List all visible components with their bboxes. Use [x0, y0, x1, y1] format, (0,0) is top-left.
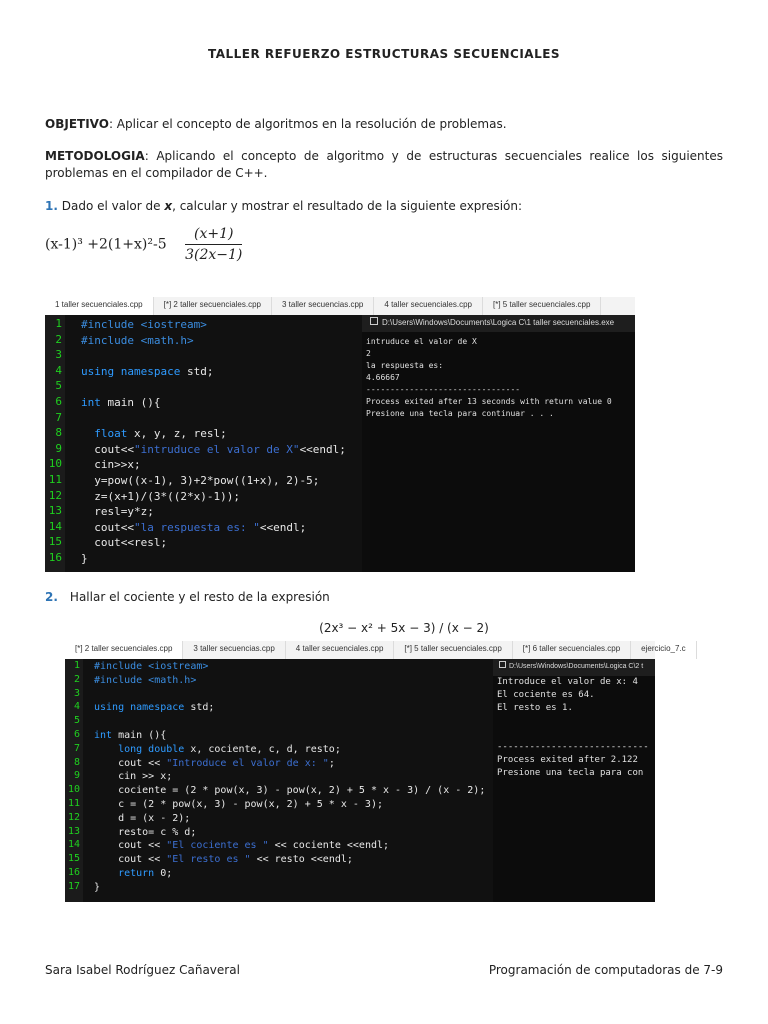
code-token: <<endl; — [299, 442, 346, 456]
line-number: 2 — [55, 332, 62, 346]
code-token: main (){ — [118, 730, 167, 741]
code-token: c = (2 * pow(x, 3) - pow(x, 2) + 5 * x - 3); — [94, 799, 383, 810]
console-window-icon — [370, 317, 378, 325]
code-token: cout << — [94, 757, 167, 769]
console-title: D:\Users\Windows\Documents\Logica C\2 t — [509, 663, 644, 670]
fraction-denominator: 3(2x−1) — [185, 247, 243, 263]
line-number: 7 — [73, 742, 80, 754]
code-line — [94, 812, 493, 826]
code-token: using namespace — [81, 364, 187, 378]
code-line — [94, 784, 493, 798]
console-line: 4.66667 — [366, 373, 400, 382]
line-number: 12 — [48, 488, 62, 502]
code-token: cout<<resl; — [81, 536, 168, 550]
fraction-numerator: (x+1) — [185, 226, 242, 245]
screenshot-ide-1 — [45, 297, 635, 572]
code-line — [94, 826, 493, 840]
screenshot-ide-2 — [65, 641, 686, 902]
methodology-label: METODOLOGIA — [45, 149, 145, 163]
objective-label: OBJETIVO — [45, 117, 109, 131]
line-number: 3 — [73, 687, 80, 699]
line-number: 15 — [48, 535, 62, 549]
line-number: 8 — [73, 756, 80, 768]
ide-tab[interactable]: 3 taller secuencias.cpp — [272, 297, 374, 315]
footer-author: Sara Isabel Rodríguez Cañaveral — [45, 963, 240, 977]
code-token: resl=y*z; — [81, 505, 154, 519]
code-token: int — [94, 730, 119, 741]
line-number-gutter — [65, 659, 83, 902]
console-line: 2 — [366, 349, 371, 358]
code-line — [81, 551, 362, 567]
code-token: "la respuesta es: " — [133, 520, 260, 534]
code-line — [81, 442, 362, 458]
line-number: 13 — [48, 504, 62, 518]
problem-1-number: 1. — [45, 199, 58, 213]
code-token: #include <math.h> — [94, 674, 197, 686]
ide-tab[interactable]: [*] 5 taller secuenciales.cpp — [394, 641, 512, 659]
line-number: 8 — [55, 426, 62, 440]
console-window — [362, 315, 635, 572]
line-number: 15 — [67, 853, 80, 865]
code-line — [81, 395, 362, 411]
line-number: 16 — [67, 867, 80, 878]
code-token: #include <iostream> — [81, 318, 207, 331]
code-token: "Introduce el valor de x: " — [166, 757, 329, 769]
code-token: << resto <<endl; — [250, 854, 353, 866]
code-line — [81, 333, 362, 349]
code-token: main (){ — [107, 396, 161, 409]
line-number: 9 — [55, 441, 62, 455]
console-title-bar — [362, 315, 635, 332]
console-line: Process exited after 13 seconds with return value 0 — [366, 397, 612, 406]
console-line: Process exited after 2.122 — [497, 755, 638, 765]
line-number: 10 — [48, 457, 62, 471]
code-line — [81, 317, 362, 333]
line-number: 12 — [67, 811, 80, 823]
code-line — [94, 853, 493, 867]
code-token: } — [81, 552, 88, 565]
code-line — [94, 660, 493, 674]
code-line — [94, 674, 493, 688]
ide-tab[interactable]: [*] 5 taller secuenciales.cpp — [483, 297, 601, 315]
console-line: Introduce el valor de x: 4 — [497, 677, 638, 687]
ide-tab[interactable]: [*] 6 taller secuenciales.cpp — [513, 641, 631, 659]
console-line: ---------------------------- — [497, 742, 649, 752]
problem-2-number: 2. — [45, 590, 58, 604]
code-token: d = (x - 2); — [94, 812, 191, 824]
code-line — [81, 535, 362, 551]
line-number: 1 — [73, 660, 80, 671]
methodology-paragraph — [45, 148, 723, 182]
problem-2-statement — [45, 589, 723, 606]
code-token: std; — [190, 702, 215, 714]
code-editor — [65, 659, 493, 902]
code-token: << cociente <<endl; — [268, 840, 390, 852]
line-number: 5 — [55, 379, 62, 393]
line-number: 4 — [55, 363, 62, 377]
code-token: 0; — [160, 868, 173, 879]
problem-1-fraction — [185, 226, 242, 263]
code-line — [94, 770, 493, 784]
line-number: 13 — [67, 825, 80, 837]
code-line — [81, 504, 362, 520]
line-number: 2 — [73, 673, 80, 685]
code-token: z=(x+1)/(3*((2*x)-1)); — [81, 489, 240, 503]
console-line: El cociente es 64. — [497, 690, 595, 700]
code-line — [94, 701, 493, 715]
code-token: "El cociente es " — [166, 840, 269, 852]
code-token: float — [81, 427, 134, 441]
ide-tab[interactable]: 3 taller secuencias.cpp — [183, 641, 285, 659]
code-token: using namespace — [94, 702, 191, 714]
line-number: 3 — [55, 348, 62, 362]
problem-1-statement — [45, 198, 723, 215]
objective-text: : Aplicar el concepto de algoritmos en la resolución de problemas. — [108, 117, 507, 131]
code-line — [94, 881, 493, 895]
problem-1-text-a: Dado el valor de — [57, 199, 165, 213]
line-number: 10 — [67, 784, 80, 796]
code-token: resto= c % d; — [94, 826, 197, 838]
code-token: long double — [94, 743, 191, 755]
objective-paragraph — [45, 116, 723, 133]
line-number: 9 — [73, 770, 80, 782]
code-token: cout<< — [81, 520, 134, 534]
page-title: TALLER REFUERZO ESTRUCTURAS SECUENCIALES — [207, 47, 561, 61]
ide-tab[interactable]: 4 taller secuenciales.cpp — [286, 641, 395, 659]
ide-tab[interactable]: 1 taller secuenciales.cpp — [45, 297, 154, 315]
code-token: cout << — [94, 854, 167, 866]
code-token: <<endl; — [259, 520, 307, 534]
code-token: } — [94, 881, 101, 893]
code-token: #include <math.h> — [81, 333, 194, 347]
console-line: Presione una tecla para continuar . . . — [366, 409, 554, 418]
console-line: intruduce el valor de X — [366, 337, 477, 346]
code-token: cout << — [94, 840, 167, 852]
line-number: 16 — [48, 551, 62, 564]
console-window — [493, 659, 655, 902]
problem-1-text-b: , calcular y mostrar el resultado de la siguiente expresión: — [172, 199, 523, 213]
code-line — [81, 489, 362, 505]
problem-1-variable: x — [164, 199, 173, 213]
problem-1-formula — [45, 226, 242, 263]
console-line: Presione una tecla para con — [497, 768, 644, 778]
footer-course: Programación de computadoras de 7-9 — [488, 963, 723, 977]
problem-1-formula-main: (x-1)³ +2(1+x)²-5 — [45, 236, 167, 253]
line-number: 4 — [73, 701, 80, 713]
code-line — [94, 867, 493, 881]
console-line: -------------------------------- — [366, 385, 521, 394]
code-line — [81, 364, 362, 380]
code-token: x, cociente, c, d, resto; — [190, 743, 341, 755]
ide-tab[interactable]: 4 taller secuenciales.cpp — [374, 297, 483, 315]
code-token: cin >> x; — [94, 771, 173, 783]
code-token: "intruduce el valor de X" — [133, 442, 300, 456]
code-token: "El resto es " — [166, 854, 251, 866]
console-line: El resto es 1. — [497, 703, 573, 713]
ide-tab[interactable]: ejercicio_7.c — [631, 641, 696, 659]
code-line — [94, 798, 493, 812]
code-token: int — [81, 396, 108, 409]
code-token: return — [94, 868, 161, 879]
code-line — [94, 743, 493, 757]
code-token: cout<< — [81, 442, 134, 456]
console-line: la respuesta es: — [366, 361, 444, 370]
code-line — [94, 757, 493, 771]
code-token: ; — [328, 757, 335, 769]
problem-2-text: Hallar el cociente y el resto de la expresión — [69, 590, 330, 604]
code-line — [81, 473, 362, 489]
code-line — [81, 520, 362, 536]
line-number: 14 — [67, 839, 80, 851]
methodology-text: : Aplicando el concepto de algoritmo y de estructuras secuenciales realice los siguientes problemas en el compilador de C++. — [45, 149, 723, 180]
code-token: std; — [186, 364, 214, 378]
line-number: 11 — [48, 473, 62, 486]
line-number: 5 — [73, 715, 80, 727]
code-editor — [45, 315, 362, 572]
line-number: 7 — [55, 410, 62, 424]
code-token: cin>>x; — [81, 458, 141, 472]
code-line — [81, 457, 362, 473]
line-number: 14 — [48, 519, 62, 533]
code-token: #include <iostream> — [94, 661, 209, 672]
code-line — [94, 839, 493, 853]
ide-tab-bar — [65, 641, 686, 659]
line-number: 1 — [55, 317, 62, 330]
line-number: 17 — [67, 880, 80, 892]
ide-tab-bar — [45, 297, 635, 315]
code-token: y=pow((x-1), 3)+2*pow((1+x), 2)-5; — [81, 474, 320, 487]
line-number: 6 — [55, 395, 62, 408]
line-number: 11 — [67, 798, 80, 809]
problem-2-formula: (2x³ − x² + 5x − 3) / (x − 2) — [319, 621, 489, 635]
ide-tab[interactable]: [*] 2 taller secuenciales.cpp — [65, 641, 183, 659]
code-token: x, y, z, resl; — [133, 427, 227, 441]
console-title-bar — [493, 659, 655, 676]
code-line — [94, 729, 493, 743]
ide-tab[interactable]: [*] 2 taller secuenciales.cpp — [154, 297, 272, 315]
line-number-gutter — [45, 315, 65, 572]
line-number: 6 — [73, 729, 80, 740]
code-token: cociente = (2 * pow(x, 3) - pow(x, 2) + 5 * x - 3) / (x - 2); — [94, 785, 486, 797]
console-title: D:\Users\Windows\Documents\Logica C\1 taller secuenciales.exe — [382, 318, 615, 327]
console-window-icon — [499, 661, 506, 668]
code-line — [81, 426, 362, 442]
